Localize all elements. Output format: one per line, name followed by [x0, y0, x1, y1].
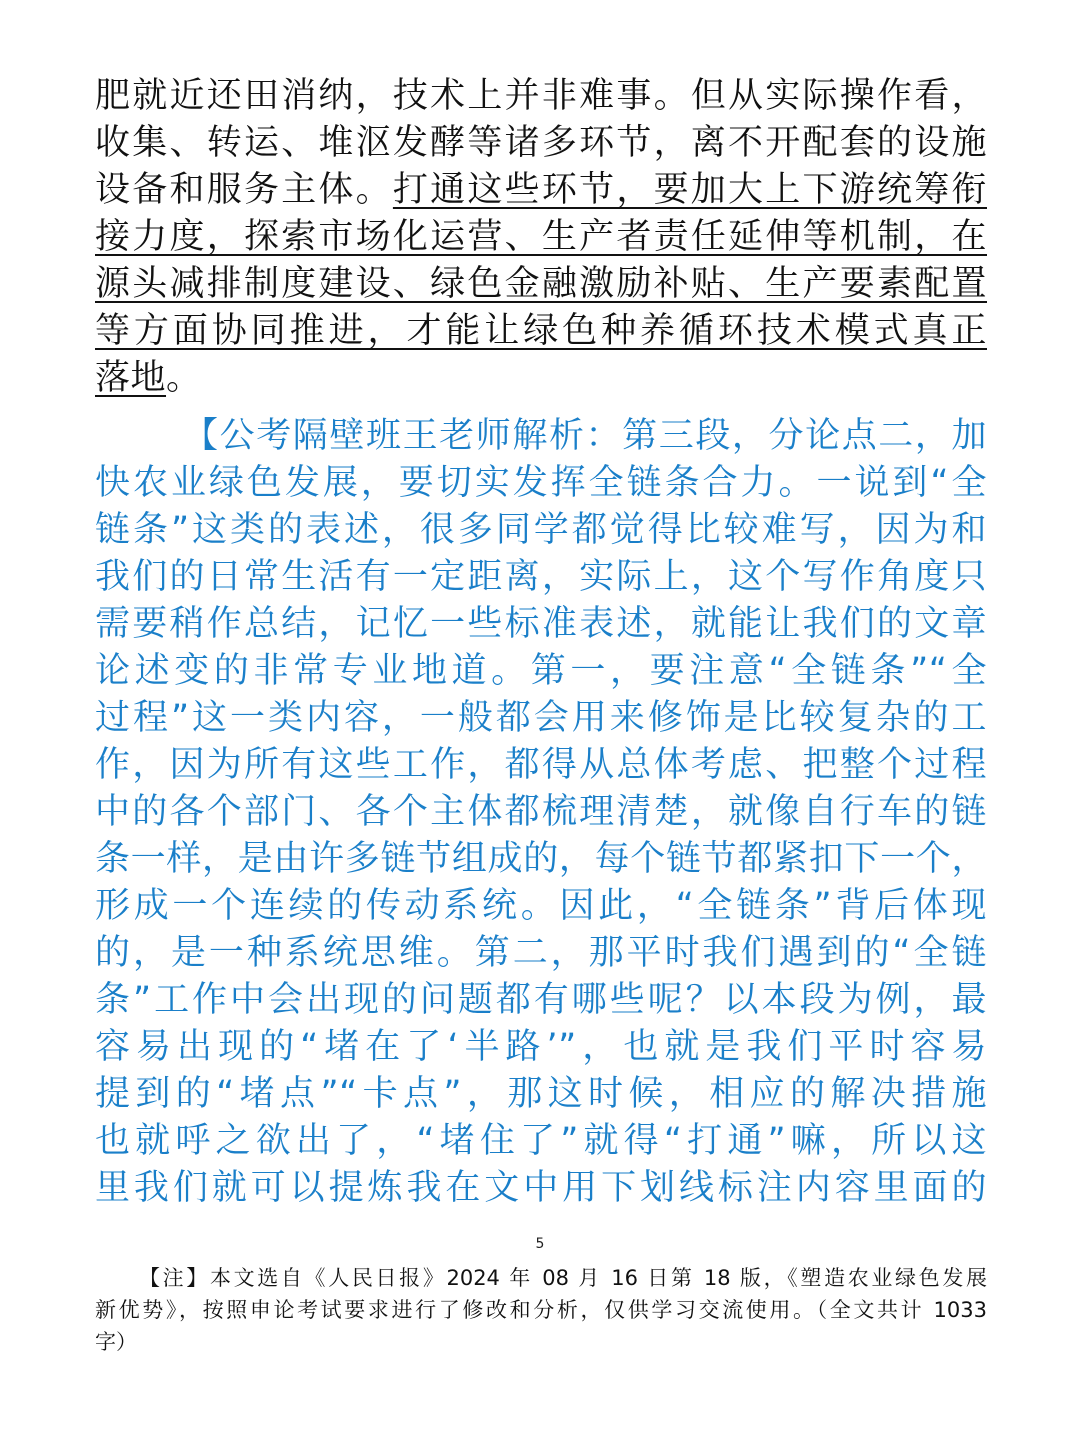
underlined-text: 等方面协同推进，才能让绿色种养循环技术模式真正: [95, 311, 987, 351]
underlined-text: 源头减排制度建设、绿色金融激励补贴、生产要素配置: [95, 264, 987, 304]
analysis-line: 的，是一种系统思维。第二，那平时我们遇到的“全链: [95, 933, 987, 973]
body-line: 落地。: [95, 358, 202, 398]
analysis-line: 里我们就可以提炼我在文中用下划线标注内容里面的: [95, 1168, 987, 1208]
body-line: [95, 261, 987, 308]
body-line: [95, 214, 987, 261]
analysis-line: 需要稍作总结，记忆一些标准表述，就能让我们的文章: [95, 604, 987, 644]
analysis-line: 论述变的非常专业地道。第一，要注意“全链条”“全: [95, 651, 987, 691]
page-number: 5: [535, 1236, 545, 1252]
analysis-line: 过程”这一类内容，一般都会用来修饰是比较复杂的工: [95, 698, 987, 738]
body-line: 肥就近还田消纳，技术上并非难事。但从实际操作看，: [95, 76, 987, 116]
analysis-line: 条”工作中会出现的问题都有哪些呢？以本段为例，最: [95, 980, 987, 1020]
analysis-line: 快农业绿色发展，要切实发挥全链条合力。一说到“全: [95, 463, 987, 503]
analysis-line: 链条”这类的表述，很多同学都觉得比较难写，因为和: [95, 510, 987, 550]
footnote-line: 【注】本文选自《人民日报》2024 年 08 月 16 日第 18 版，《塑造农业绿色发展: [139, 1266, 987, 1290]
analysis-line: 形成一个连续的传动系统。因此，“全链条”背后体现: [95, 886, 987, 926]
analysis-line: 【公考隔壁班王老师解析：第三段，分论点二，加: [183, 416, 987, 456]
footnote-line: 字）: [95, 1330, 137, 1354]
analysis-line: 条一样，是由许多链节组成的，每个链节都紧扣下一个，: [95, 839, 987, 879]
analysis-line: 也就呼之欲出了，“堵住了”就得“打通”嘛，所以这: [95, 1121, 987, 1161]
body-line: 设备和服务主体。打通这些环节，要加大上下游统筹衔: [95, 170, 987, 210]
footnote-line: 新优势》，按照申论考试要求进行了修改和分析，仅供学习交流使用。（全文共计 1033: [95, 1298, 987, 1322]
analysis-line: 我们的日常生活有一定距离，实际上，这个写作角度只: [95, 557, 987, 597]
analysis-paragraph: [95, 413, 987, 1212]
underlined-text: 落地: [95, 358, 167, 398]
body-line: [95, 308, 987, 355]
footnote: [95, 1262, 987, 1358]
body-paragraph: [95, 73, 987, 402]
analysis-line: 作，因为所有这些工作，都得从总体考虑、把整个过程: [95, 745, 987, 785]
analysis-line: 容易出现的“堵在了‘半路’”，也就是我们平时容易: [95, 1027, 987, 1067]
analysis-line: 提到的“堵点”“卡点”，那这时候，相应的解决措施: [95, 1074, 987, 1114]
underlined-text: 接力度，探索市场化运营、生产者责任延伸等机制，在: [95, 217, 987, 257]
analysis-line: 中的各个部门、各个主体都梳理清楚，就像自行车的链: [95, 792, 987, 832]
underlined-text: 打通这些环节，要加大上下游统筹衔: [392, 170, 987, 210]
body-line: 收集、转运、堆沤发酵等诸多环节，离不开配套的设施: [95, 123, 987, 163]
